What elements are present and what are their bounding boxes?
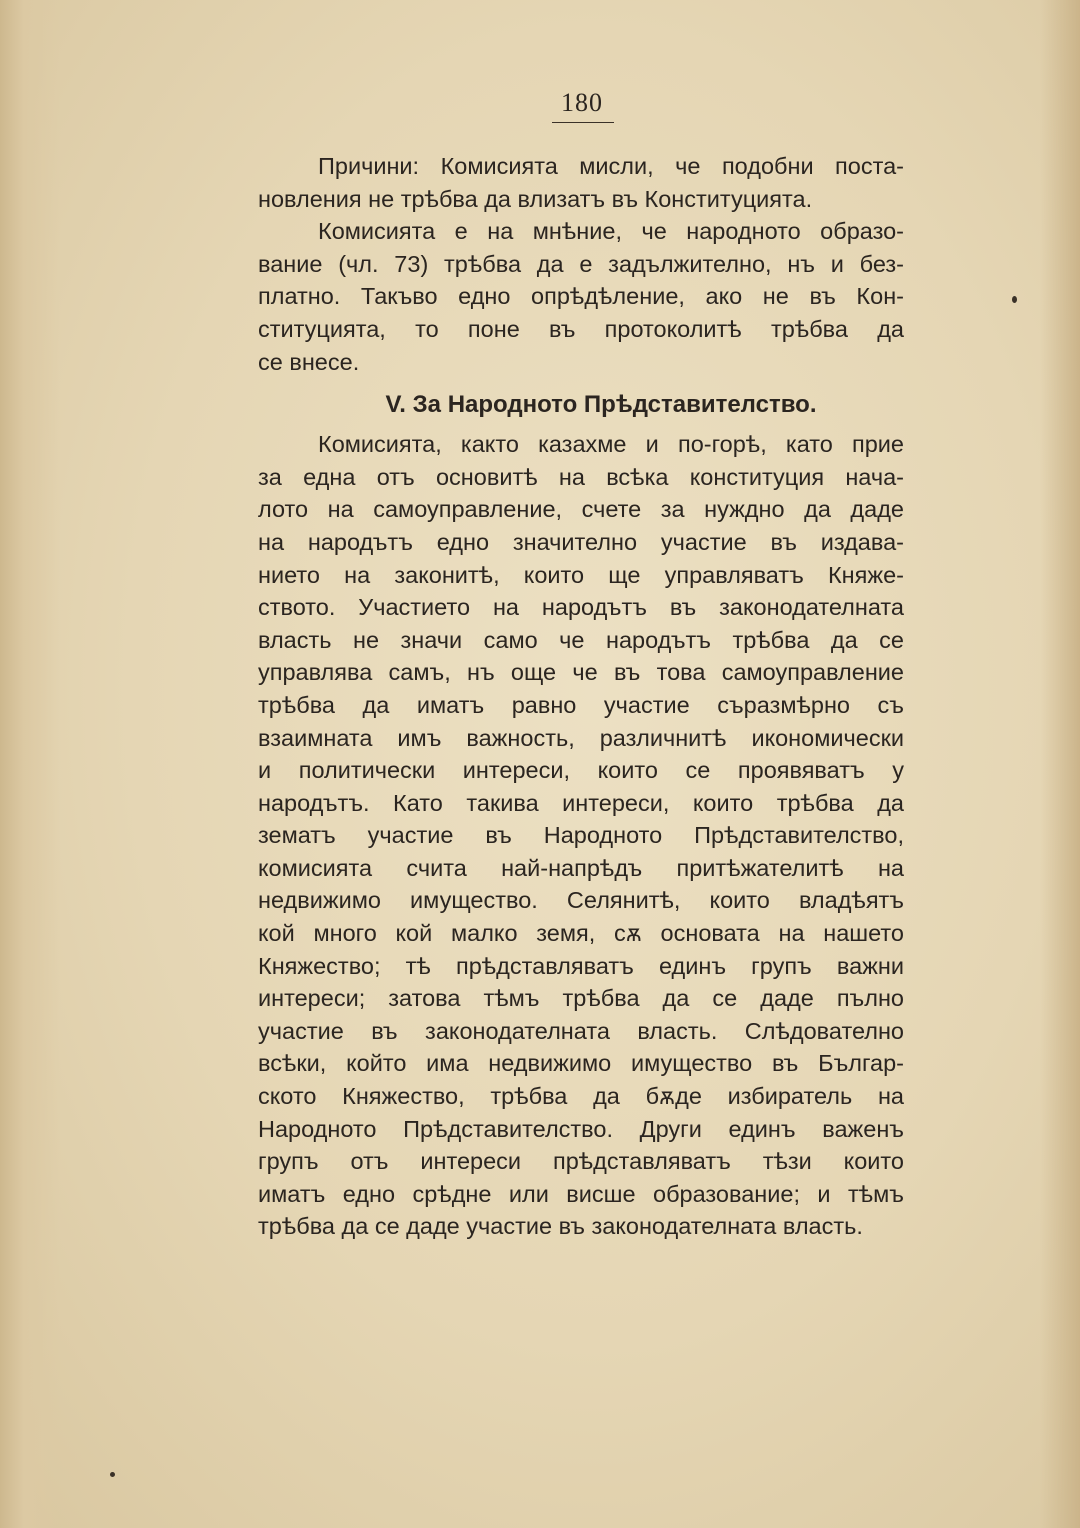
text-line: всѣки, който има недвижимо имущество въ Българ- xyxy=(258,1050,904,1077)
text-line: Комисията е на мнѣние, че народното образо- xyxy=(318,218,904,245)
text-line: ското Княжество, трѣбва да бѫде избиратель на xyxy=(258,1083,904,1110)
text-line: ството. Участието на народътъ въ законодателната xyxy=(258,594,904,621)
text-line: управлява самъ, нъ още че въ това самоуправление xyxy=(258,659,904,686)
text-line: Причини: Комисията мисли, че подобни поста- xyxy=(318,153,904,179)
text-line: групъ отъ интереси прѣдставляватъ тѣзи които xyxy=(258,1148,904,1175)
section-heading: V. За Народното Прѣдставителство. xyxy=(385,391,817,419)
page-gutter-shadow xyxy=(0,0,60,1528)
text-line: народътъ. Като такива интереси, които трѣбва да xyxy=(258,789,904,816)
text-line: недвижимо имущество. Селянитѣ, които владѣятъ xyxy=(258,887,904,914)
ink-spot xyxy=(1012,296,1017,303)
body-text xyxy=(258,150,904,1243)
text-line: кой много кой малко земя, сѫ основата на нашето xyxy=(258,920,904,947)
paragraph-representation xyxy=(258,428,904,1243)
text-line: интереси; затова тѣмъ трѣбва да се даде пълно xyxy=(258,985,904,1012)
text-line: лото на самоуправление, счете за нуждно да даде xyxy=(258,496,904,523)
text-line: участие въ законодателната власть. Слѣдователно xyxy=(258,1017,904,1044)
text-line: и политически интереси, които се проявяватъ у xyxy=(258,757,904,784)
text-line: ституцията, то поне въ протоколитѣ трѣбва да xyxy=(258,315,904,342)
text-line: за една отъ основитѣ на всѣка конституция нача- xyxy=(258,463,904,490)
page-number-rule xyxy=(552,122,614,123)
text-line: иматъ едно срѣдне или висше образование; и тѣмъ xyxy=(258,1180,904,1207)
text-line: Княжество; тѣ прѣдставляватъ единъ групъ важни xyxy=(258,952,904,979)
ink-spot xyxy=(110,1472,115,1477)
text-line: нието на законитѣ, които ще управляватъ Княже- xyxy=(258,561,904,588)
text-line: новления не трѣбва да влизатъ въ Конституцията. xyxy=(258,185,813,212)
text-line: Народното Прѣдставителство. Други единъ важенъ xyxy=(258,1115,904,1142)
text-line: взаимната имъ важность, различнитѣ икономически xyxy=(258,724,904,751)
page-edge-shadow xyxy=(1040,0,1080,1528)
text-line: власть не значи само че народътъ трѣбва да се xyxy=(258,626,904,653)
page-number: 180 xyxy=(561,88,603,117)
text-line: трѣбва да се даде участие въ законодателната власть. xyxy=(258,1213,863,1240)
text-line: на народътъ едно значително участие въ издава- xyxy=(258,528,904,555)
text-line: комисията счита най-напрѣдъ притѣжателитѣ на xyxy=(258,854,904,881)
paragraph-education xyxy=(258,215,904,378)
paragraph-reasons xyxy=(258,150,904,215)
text-line: платно. Такъво едно опрѣдѣление, ако не въ Кон- xyxy=(258,283,904,310)
text-line: вание (чл. 73) трѣбва да е задължително, нъ и без- xyxy=(258,250,904,277)
text-line: Комисията, както казахме и по-горѣ, като прие xyxy=(318,431,904,458)
text-line: се внесе. xyxy=(258,348,360,375)
text-line: зематъ участие въ Народното Прѣдставителство, xyxy=(258,822,904,849)
text-line: трѣбва да иматъ равно участие съразмѣрно съ xyxy=(258,691,904,718)
